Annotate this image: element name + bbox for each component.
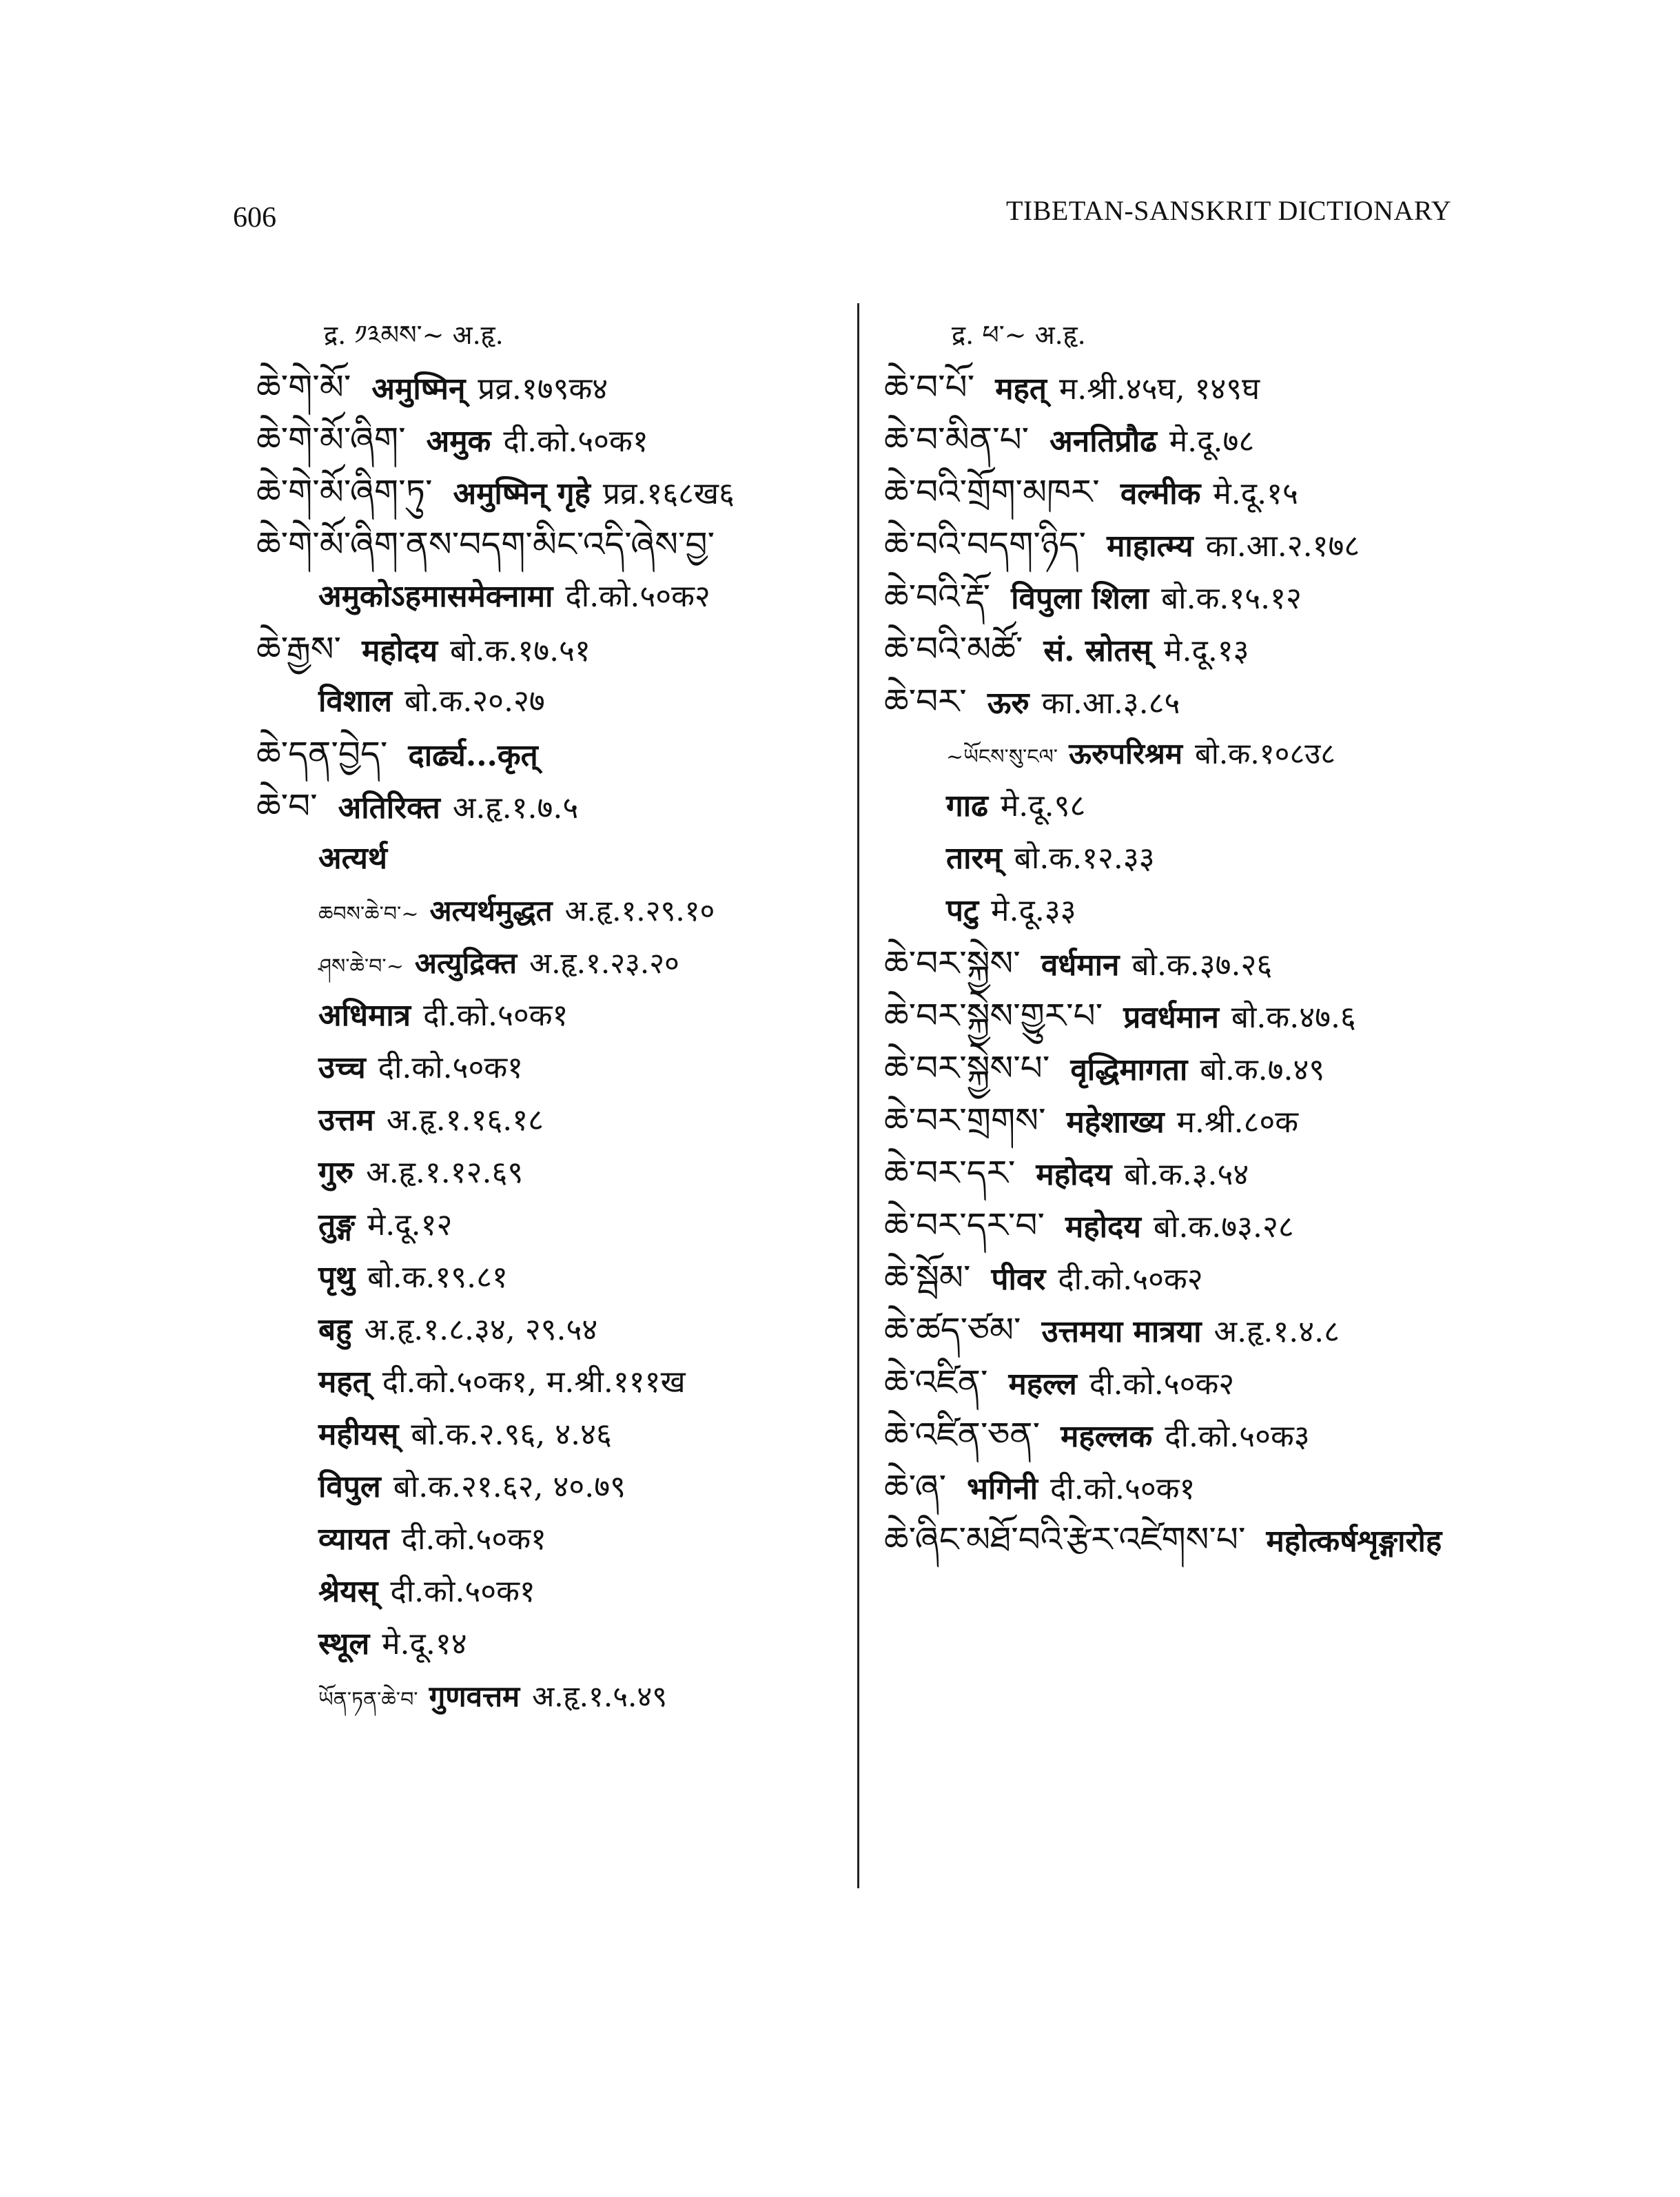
sanskrit-equivalent: अत्युद्रिक्त [414, 946, 518, 980]
source-reference: म.श्री.८०क [1176, 1105, 1299, 1140]
dictionary-entry [884, 466, 1573, 518]
tibetan-headword: ཆེ་བར་དར་ [884, 1153, 1016, 1193]
sanskrit-equivalent: वर्धमान [1041, 948, 1120, 983]
source-reference: प्रव्र.१६८ख६ [602, 476, 735, 511]
tibetan-headword: ཆེ་འཛིན་ [884, 1362, 988, 1402]
source-reference: दी.को.५०क१ [503, 424, 648, 459]
sanskrit-equivalent: पटु [946, 893, 979, 928]
dictionary-entry [256, 1461, 842, 1513]
source-reference: अ.हृ.१.२९.१० [564, 894, 715, 928]
sanskrit-equivalent: महेशाख्य [1066, 1105, 1165, 1140]
tibetan-headword: ཆེ་བ་ [256, 786, 318, 826]
tibetan-headword: ~ཡོངས་སུ་ངལ་ [946, 745, 1058, 769]
source-reference: बो.क.३७.२६ [1131, 948, 1273, 983]
page-number: 606 [233, 202, 276, 234]
dictionary-entry [884, 937, 1573, 990]
tibetan-headword: ཆེ་ཞིང་མཐོ་བའི་རྩེར་འཛེགས་པ་ [884, 1520, 1246, 1560]
source-reference: अ.हृ.१.७.५ [452, 790, 579, 826]
dictionary-entry [884, 1199, 1573, 1251]
right-column [884, 309, 1573, 1566]
source-reference: मे.दू.१२ [367, 1207, 453, 1243]
dictionary-entry [256, 1251, 842, 1304]
source-reference: अ.हृ.१.१२.६९ [366, 1155, 524, 1190]
tibetan-headword: ཤས་ཆེ་བ་~ [318, 954, 404, 979]
sanskrit-equivalent: महोदय [1036, 1157, 1112, 1192]
sanskrit-equivalent: महोदय [1065, 1209, 1141, 1245]
dictionary-entry [884, 780, 1573, 832]
sanskrit-equivalent: बहु [318, 1312, 352, 1347]
dictionary-entry [884, 1356, 1573, 1409]
sanskrit-equivalent: अत्यर्थमुद्धत [429, 894, 553, 928]
dictionary-entry [256, 518, 842, 571]
tibetan-headword: ཆེ་བའི་རྡོ་ [884, 577, 991, 617]
sanskrit-equivalent: व्यायत [318, 1522, 389, 1557]
dictionary-entry [884, 1094, 1573, 1147]
dictionary-entry [884, 571, 1573, 623]
sanskrit-equivalent: ऊरु [987, 686, 1029, 721]
sanskrit-equivalent: महीयस् [318, 1417, 399, 1452]
source-reference: बो.क.१५.१२ [1161, 581, 1302, 616]
sanskrit-equivalent: उत्तमया मात्रया [1041, 1314, 1202, 1349]
sanskrit-equivalent: तुङ्ग [318, 1207, 355, 1243]
source-reference: दी.को.५०क१ [423, 998, 568, 1033]
source-reference: बो.क.१७.५१ [450, 633, 591, 668]
sanskrit-equivalent: महल्ल [1008, 1367, 1077, 1402]
source-reference: अ.हृ.१.४.८ [1213, 1314, 1340, 1349]
tibetan-headword: ཆེ་བའི་གྲོག་མཁར་ [884, 472, 1100, 512]
dictionary-entry [256, 1409, 842, 1461]
tibetan-headword: ཆེ་རྒྱས་ [256, 629, 342, 669]
source-reference: दी.को.५०क१ [401, 1522, 546, 1557]
source-reference: का.आ.२.१७८ [1205, 529, 1360, 564]
sanskrit-equivalent: महत् [995, 371, 1047, 407]
source-reference: बो.क.३.५४ [1124, 1157, 1249, 1192]
dictionary-entry [256, 309, 842, 361]
sanskrit-equivalent: महोत्कर्षशृङ्गारोह [1266, 1524, 1442, 1559]
sanskrit-equivalent: सं. स्रोतस् [1043, 633, 1152, 668]
sanskrit-equivalent: अमुष्मिन् गृहे [453, 476, 591, 511]
tibetan-headword: ཡོན་ཏན་ཆེ་བ་ [318, 1688, 418, 1712]
source-reference: बो.क.२.९६, ४.४६ [411, 1417, 612, 1452]
source-reference: दी.को.५०क१ [1050, 1471, 1196, 1506]
dictionary-entry [256, 937, 842, 990]
dictionary-entry [256, 413, 842, 466]
sanskrit-equivalent: दार्ढ्य...कृत् [408, 738, 538, 773]
tibetan-headword: ཆེ་བར་ [884, 682, 967, 722]
tibetan-headword: ཆེ་བ་མིན་པ་ [884, 420, 1029, 460]
dictionary-entry [884, 623, 1573, 675]
dictionary-entry [884, 1409, 1573, 1461]
tibetan-headword: ཆེ་གེ་མོ་ཞིག་ནས་བདག་མིང་འདི་ཞེས་བྱ་ [256, 524, 715, 564]
dictionary-entry [884, 309, 1573, 361]
source-reference: मे.दू.१५ [1213, 476, 1298, 511]
sanskrit-equivalent: वृद्धिमागता [1070, 1052, 1188, 1087]
source-reference: दी.को.५०क१ [390, 1574, 535, 1609]
dictionary-entry [256, 361, 842, 413]
dictionary-entry [256, 832, 842, 885]
sanskrit-equivalent: महोदय [362, 633, 438, 668]
source-reference: म.श्री.४५घ, १४९घ [1058, 371, 1260, 407]
source-reference: बो.क.७३.२८ [1153, 1209, 1294, 1245]
tibetan-headword: ཆེ་བའི་བདག་ཉིད་ [884, 524, 1087, 564]
source-reference: का.आ.३.८५ [1041, 686, 1180, 721]
sanskrit-equivalent: विशाल [318, 684, 393, 719]
source-reference: बो.क.१०८उ८ [1194, 737, 1336, 770]
sanskrit-equivalent: भगिनी [967, 1471, 1038, 1506]
tibetan-headword: ཆེ་དན་བྱེད་ [256, 734, 388, 774]
dictionary-entry [256, 1147, 842, 1199]
dictionary-entry [884, 518, 1573, 571]
dictionary-entry [256, 1356, 842, 1409]
dictionary-entry [256, 571, 842, 623]
source-reference: अ.हृ.१.८.३४, २९.५४ [364, 1312, 598, 1347]
source-reference: मे.दू.१३ [1164, 633, 1249, 668]
dictionary-entry [256, 1513, 842, 1566]
tibetan-headword: ཆེ་བར་སྐྱེས་གྱུར་པ་ [884, 996, 1103, 1036]
sanskrit-equivalent: अत्यर्थ [318, 841, 388, 876]
tibetan-headword: ཆེ་བའི་མཚོ་ [884, 629, 1023, 669]
sanskrit-equivalent: गुरु [318, 1155, 354, 1190]
dictionary-entry [256, 780, 842, 832]
sanskrit-equivalent: स्थूल [318, 1626, 370, 1662]
left-column [256, 309, 842, 1723]
dictionary-entry [256, 1304, 842, 1356]
dictionary-entry [884, 361, 1573, 413]
sanskrit-equivalent: तारम् [946, 841, 1002, 876]
running-title: TIBETAN-SANSKRIT DICTIONARY [1006, 195, 1452, 226]
sanskrit-equivalent: माहात्म्य [1107, 529, 1194, 564]
tibetan-headword: ཆེ་སྦོམ་ [884, 1258, 971, 1298]
tibetan-headword: ཆེ་ཞ་ [884, 1467, 947, 1507]
dictionary-entry [884, 728, 1573, 780]
dictionary-entry [256, 1670, 842, 1723]
tibetan-headword: ཆེ་ཚད་ཙམ་ [884, 1310, 1021, 1350]
dictionary-entry [256, 1566, 842, 1618]
tibetan-headword: ཆེ་བར་དར་བ་ [884, 1205, 1045, 1245]
tibetan-headword: ཆབས་ཆེ་བ་~ [318, 902, 419, 926]
source-reference: दी.को.५०क२ [565, 579, 710, 614]
source-reference: मे.दू.९८ [1000, 788, 1086, 824]
sanskrit-equivalent: अमुक [426, 424, 491, 459]
source-reference: अ.हृ.१.१६.१८ [386, 1103, 544, 1138]
sanskrit-equivalent: वल्मीक [1120, 476, 1201, 511]
sanskrit-equivalent: उच्च [318, 1050, 366, 1085]
dictionary-entry [884, 1147, 1573, 1199]
dictionary-entry [256, 675, 842, 728]
sanskrit-equivalent: ऊरुपरिश्रम [1069, 737, 1182, 770]
source-reference: द्र. ༡༣མས་~ अ.हृ. [324, 320, 504, 350]
dictionary-entry [884, 413, 1573, 466]
tibetan-headword: ཆེ་བ་པོ་ [884, 367, 975, 407]
source-reference: बो.क.२१.६२, ४०.७९ [393, 1469, 626, 1504]
dictionary-entry [884, 675, 1573, 728]
source-reference: बो.क.४७.६ [1231, 1000, 1356, 1035]
source-reference: द्र. ཕ་~ अ.हृ. [952, 320, 1086, 350]
source-reference: अ.हृ.१.२३.२० [529, 946, 679, 980]
dictionary-entry [884, 1304, 1573, 1356]
sanskrit-equivalent: अमुकोऽहमासमेक्नामा [318, 579, 553, 614]
source-reference: दी.को.५०क३ [1165, 1419, 1310, 1454]
sanskrit-equivalent: विपुला शिला [1011, 581, 1149, 616]
tibetan-headword: ཆེ་བར་སྐྱེས་ [884, 943, 1021, 983]
dictionary-entry [884, 1461, 1573, 1513]
source-reference: दी.को.५०क१, म.श्री.१११ख [382, 1365, 686, 1400]
dictionary-entry [884, 885, 1573, 937]
tibetan-headword: ཆེ་བར་སྐྱེས་པ་ [884, 1048, 1050, 1088]
tibetan-headword: ཆེ་གེ་མོ་ཞིག་ [256, 420, 406, 460]
dictionary-entry [256, 1618, 842, 1670]
source-reference: प्रव्र.१७९क४ [478, 371, 608, 407]
tibetan-headword: ཆེ་འཛིན་ཅན་ [884, 1415, 1041, 1455]
tibetan-headword: ཆེ་གེ་མོ་ [256, 367, 351, 407]
dictionary-entry [884, 832, 1573, 885]
sanskrit-equivalent: विपुल [318, 1469, 381, 1504]
sanskrit-equivalent: अनतिप्रौढ [1049, 424, 1157, 459]
source-reference: मे.दू.७८ [1169, 424, 1255, 459]
source-reference: दी.को.५०क२ [1089, 1367, 1235, 1402]
tibetan-headword: ཆེ་བར་གྲགས་ [884, 1101, 1046, 1141]
dictionary-entry [884, 1513, 1573, 1566]
sanskrit-equivalent: अधिमात्र [318, 998, 411, 1033]
dictionary-entry [256, 1199, 842, 1251]
source-reference: मे.दू.१४ [382, 1626, 467, 1662]
source-reference: दी.को.५०क१ [378, 1050, 523, 1085]
sanskrit-equivalent: महल्लक [1061, 1419, 1153, 1454]
dictionary-entry [256, 623, 842, 675]
dictionary-entry [884, 990, 1573, 1042]
dictionary-entry [256, 1042, 842, 1094]
sanskrit-equivalent: प्रवर्धमान [1123, 1000, 1219, 1035]
source-reference: मे.दू.३३ [991, 893, 1076, 928]
source-reference: दी.को.५०क२ [1058, 1262, 1203, 1297]
dictionary-entry [884, 1251, 1573, 1304]
tibetan-headword: ཆེ་གེ་མོ་ཞིག་ཏུ་ [256, 472, 433, 512]
sanskrit-equivalent: पृथु [318, 1260, 356, 1295]
source-reference: अ.हृ.१.५.४९ [532, 1679, 668, 1713]
column-divider [857, 303, 859, 1888]
sanskrit-equivalent: गाढ [946, 788, 988, 824]
sanskrit-equivalent: महत् [318, 1365, 370, 1400]
source-reference: बो.क.७.४९ [1200, 1052, 1325, 1087]
dictionary-entry [256, 1094, 842, 1147]
sanskrit-equivalent: उत्तम [318, 1103, 374, 1138]
sanskrit-equivalent: अतिरिक्त [338, 790, 440, 826]
source-reference: बो.क.१२.३३ [1014, 841, 1155, 876]
sanskrit-equivalent: गुणवत्तम [429, 1679, 520, 1713]
source-reference: बो.क.२०.२७ [404, 684, 545, 719]
dictionary-entry [884, 1042, 1573, 1094]
dictionary-entry [256, 466, 842, 518]
dictionary-entry [256, 885, 842, 937]
sanskrit-equivalent: पीवर [991, 1262, 1046, 1297]
source-reference: बो.क.१९.८१ [367, 1260, 508, 1295]
dictionary-entry [256, 990, 842, 1042]
dictionary-entry [256, 728, 842, 780]
sanskrit-equivalent: अमुष्मिन् [371, 371, 466, 407]
sanskrit-equivalent: श्रेयस् [318, 1574, 378, 1609]
